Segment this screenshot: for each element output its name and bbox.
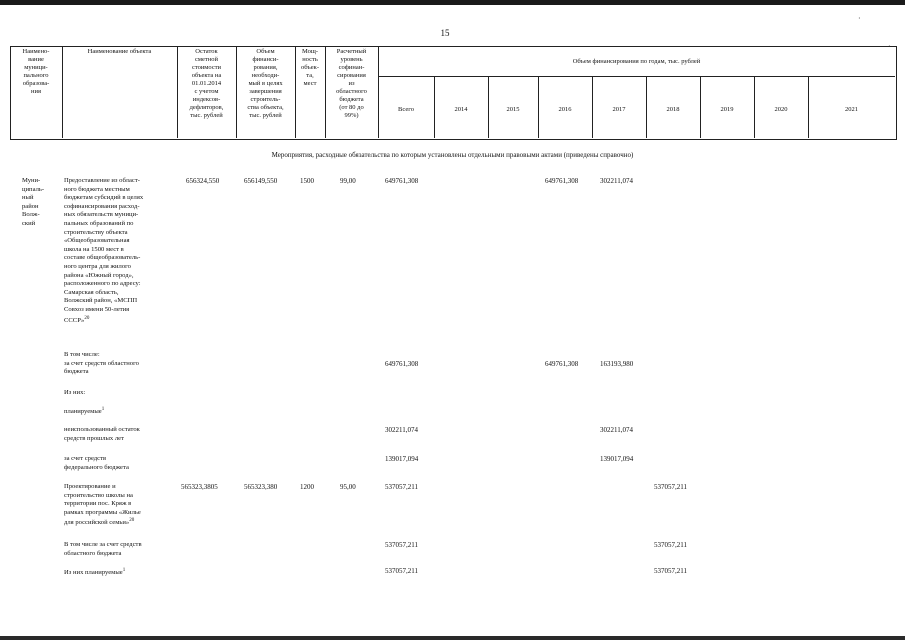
total-value: 537057,211 — [385, 483, 418, 491]
top-border — [0, 0, 905, 5]
object-name: Предоставление из област- ного бюджета местным бюджетам субсидий в целях софинансирования расход- ных обязательств муници- пальных образований по строительству объекта «Общеобразовательная школа на 1500 мест в составе общеобразователь- ного центра для жилого района «Южный город», расположенного по адресу: Самарская область, Волжский район, «МСПП Совхоз имени 50-летия СССР» — [64, 177, 144, 324]
header-year-2014: 2014 — [454, 106, 468, 113]
object-name: Проектирование и строительство школы на территории пос. Кряж в рамках программы «Жилье для российской семьи» — [64, 483, 141, 527]
value-2017: 302211,074 — [600, 177, 633, 185]
remaining-cost: 565323,3805 — [181, 483, 218, 491]
header-year-2021: 2021 — [845, 106, 858, 113]
corner-mark: · — [888, 42, 891, 51]
total-value: 649761,308 — [385, 177, 419, 185]
header-level: Расчетный уровень софинан- сирования из областного бюджета (от 80 до 99%) — [336, 48, 367, 119]
header-year-2017: 2017 — [612, 106, 626, 113]
bottom-border — [0, 636, 905, 640]
object-name: В том числе: за счет средств областного бюджета — [64, 351, 139, 376]
header-volume: Объем финанси- рования, необходи- мый в целях завершения строитель- ства объекта, тыс. рублей — [247, 48, 284, 119]
object-name: за счет средств федерального бюджета — [64, 455, 129, 471]
section-title: Мероприятия, расходные обязательства по которым установлены отдельными правовыми актами (приведены справочно) — [271, 151, 634, 159]
footnote-ref: 1 — [101, 407, 105, 412]
required-volume: 565323,380 — [244, 483, 278, 491]
total-value: 537057,211 — [385, 567, 418, 575]
header-object: Наименование объекта — [87, 48, 152, 55]
object-name: Из них: — [64, 389, 86, 396]
footnote-ref: 20 — [129, 518, 135, 524]
cofinancing-level: 95,00 — [340, 483, 356, 491]
remaining-cost: 656324,550 — [186, 177, 220, 185]
value-2017: 139017,094 — [600, 455, 634, 463]
value-2018: 537057,211 — [654, 567, 687, 575]
header-year-2019: 2019 — [720, 106, 734, 113]
total-value: 649761,308 — [385, 360, 419, 368]
object-name: Из них планируемые — [64, 569, 123, 577]
value-2018: 537057,211 — [654, 483, 687, 491]
header-year-2020: 2020 — [774, 106, 788, 113]
header-year-2015: 2015 — [506, 106, 520, 113]
total-value: 537057,211 — [385, 541, 418, 549]
object-name: неиспользованный остаток средств прошлых лет — [64, 426, 140, 442]
value-2018: 537057,211 — [654, 541, 687, 549]
value-2017: 163193,980 — [600, 360, 634, 368]
header-municipality: Наимено- вание муници- пального образова- ния — [22, 48, 50, 95]
value-2016: 649761,308 — [545, 360, 579, 368]
header-year-2016: 2016 — [558, 106, 572, 113]
header-years-group: Объем финансирования по годам, тыс. рублей — [572, 58, 701, 65]
page-number: 15 — [440, 28, 450, 38]
footnote-ref: 1 — [122, 568, 126, 573]
header-year-total: Всего — [398, 106, 414, 113]
municipality-name: Муни- ципаль- ный район Волж- ский — [22, 177, 45, 227]
total-value: 139017,094 — [385, 455, 419, 463]
value-2016: 649761,308 — [545, 177, 579, 185]
object-name: планируемые — [64, 408, 102, 416]
capacity: 1200 — [300, 483, 314, 491]
header-remaining: Остаток сметной стоимости объекта на 01.01.2014 с учетом индексов- дефляторов, тыс. рублей — [189, 48, 224, 119]
footnote-ref: 20 — [84, 315, 90, 321]
corner-mark: · — [858, 14, 861, 23]
cofinancing-level: 99,00 — [340, 177, 356, 185]
required-volume: 656149,550 — [244, 177, 278, 185]
value-2017: 302211,074 — [600, 426, 633, 434]
total-value: 302211,074 — [385, 426, 418, 434]
header-capacity: Мощ- ность объек- та, мест — [301, 48, 319, 87]
header-year-2018: 2018 — [666, 106, 680, 113]
object-name: В том числе за счет средств областного бюджета — [64, 541, 142, 557]
capacity: 1500 — [300, 177, 314, 185]
